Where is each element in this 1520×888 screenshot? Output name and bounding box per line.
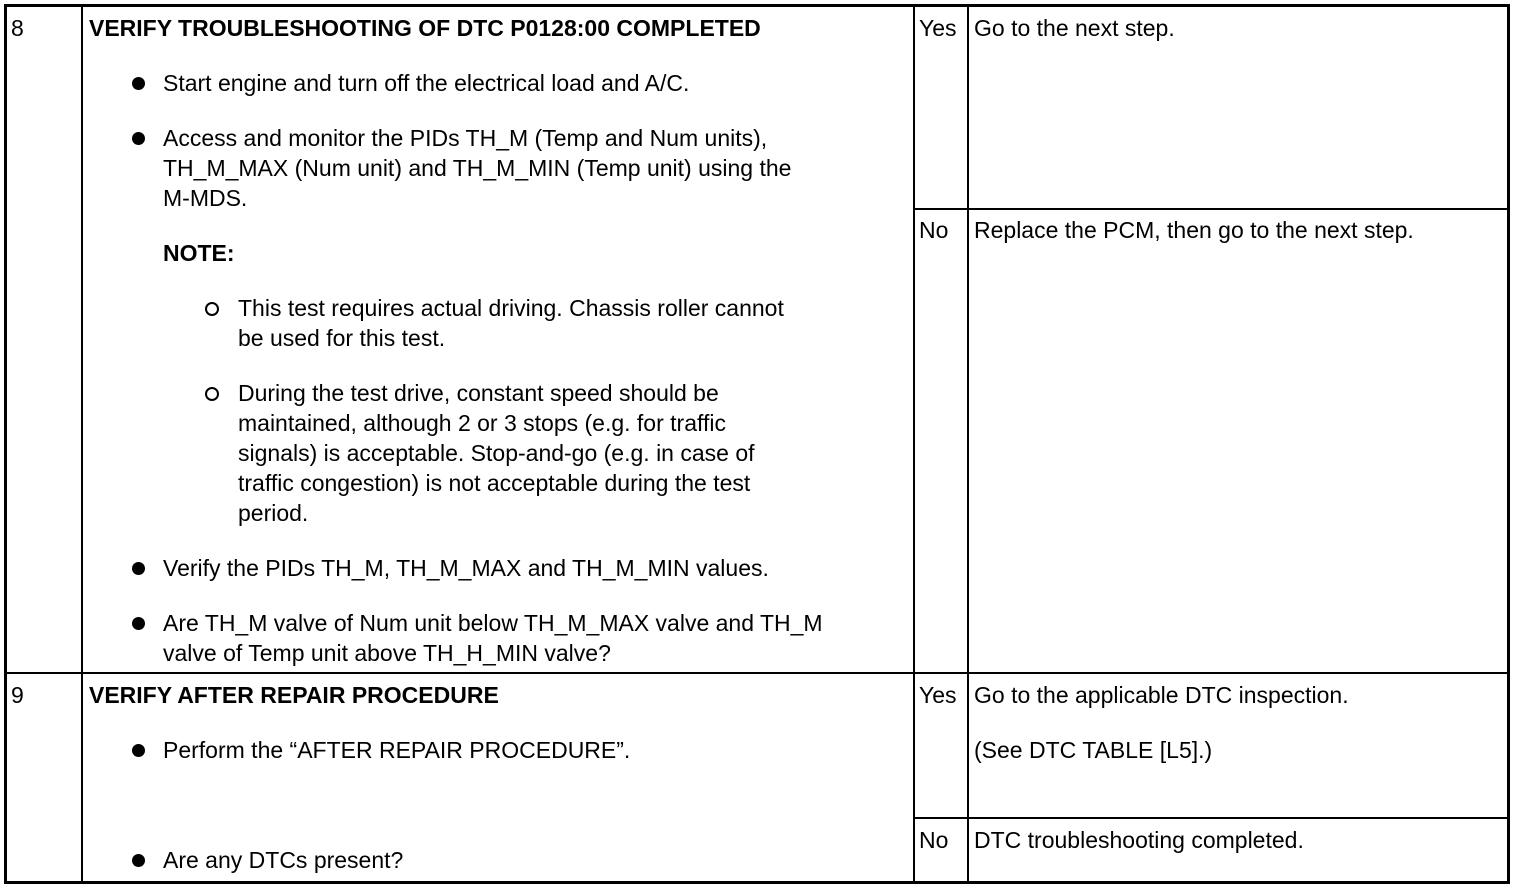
- result-answer-yes: Yes: [919, 682, 957, 708]
- note-text: This test requires actual driving. Chassis roller cannot: [238, 295, 784, 321]
- step-number: 8: [11, 15, 24, 41]
- step-title: VERIFY TROUBLESHOOTING OF DTC P0128:00 COMPLETED: [89, 15, 761, 41]
- bullet-text: TH_M_MAX (Num unit) and TH_M_MIN (Temp unit) using the: [163, 155, 792, 181]
- bullet-text: M-MDS.: [163, 185, 248, 211]
- step-title: VERIFY AFTER REPAIR PROCEDURE: [89, 682, 499, 708]
- note-label: NOTE:: [163, 240, 235, 266]
- result-action: Replace the PCM, then go to the next step.: [974, 217, 1414, 243]
- note-text: maintained, although 2 or 3 stops (e.g. for traffic: [238, 410, 726, 436]
- row-divider-step8-yes-no: [913, 208, 1507, 210]
- bullet-text: valve of Temp unit above TH_H_MIN valve?: [163, 640, 611, 666]
- column-divider-answer: [967, 7, 969, 881]
- row-divider-step9-yes-no: [913, 817, 1507, 819]
- note-text: During the test drive, constant speed should be: [238, 380, 719, 406]
- step-number: 9: [11, 682, 24, 708]
- column-divider-procedure: [913, 7, 915, 881]
- row-divider-step-8-9: [7, 672, 1507, 674]
- hollow-bullet-icon: [205, 387, 219, 401]
- result-answer-no: No: [919, 827, 949, 853]
- result-answer-yes: Yes: [919, 15, 957, 41]
- note-text: be used for this test.: [238, 325, 446, 351]
- note-text: signals) is acceptable. Stop-and-go (e.g. in case of: [238, 440, 755, 466]
- bullet-dot-icon: [132, 132, 145, 145]
- bullet-text: Are any DTCs present?: [163, 847, 404, 873]
- result-action: DTC troubleshooting completed.: [974, 827, 1304, 853]
- bullet-dot-icon: [132, 854, 145, 867]
- bullet-dot-icon: [132, 562, 145, 575]
- bullet-text: Are TH_M valve of Num unit below TH_M_MAX valve and TH_M: [163, 610, 823, 636]
- note-text: traffic congestion) is not acceptable during the test: [238, 470, 751, 496]
- result-action: Go to the next step.: [974, 15, 1175, 41]
- column-divider-number: [81, 7, 83, 881]
- result-answer-no: No: [919, 217, 949, 243]
- bullet-text: Perform the “AFTER REPAIR PROCEDURE”.: [163, 737, 631, 763]
- bullet-dot-icon: [132, 744, 145, 757]
- result-action-note: (See DTC TABLE [L5].): [974, 737, 1213, 763]
- bullet-dot-icon: [132, 617, 145, 630]
- note-text: period.: [238, 500, 309, 526]
- bullet-dot-icon: [132, 77, 145, 90]
- bullet-text: Access and monitor the PIDs TH_M (Temp and Num units),: [163, 125, 768, 151]
- result-action: Go to the applicable DTC inspection.: [974, 682, 1349, 708]
- bullet-text: Verify the PIDs TH_M, TH_M_MAX and TH_M_MIN values.: [163, 555, 769, 581]
- bullet-text: Start engine and turn off the electrical load and A/C.: [163, 70, 690, 96]
- hollow-bullet-icon: [205, 302, 219, 316]
